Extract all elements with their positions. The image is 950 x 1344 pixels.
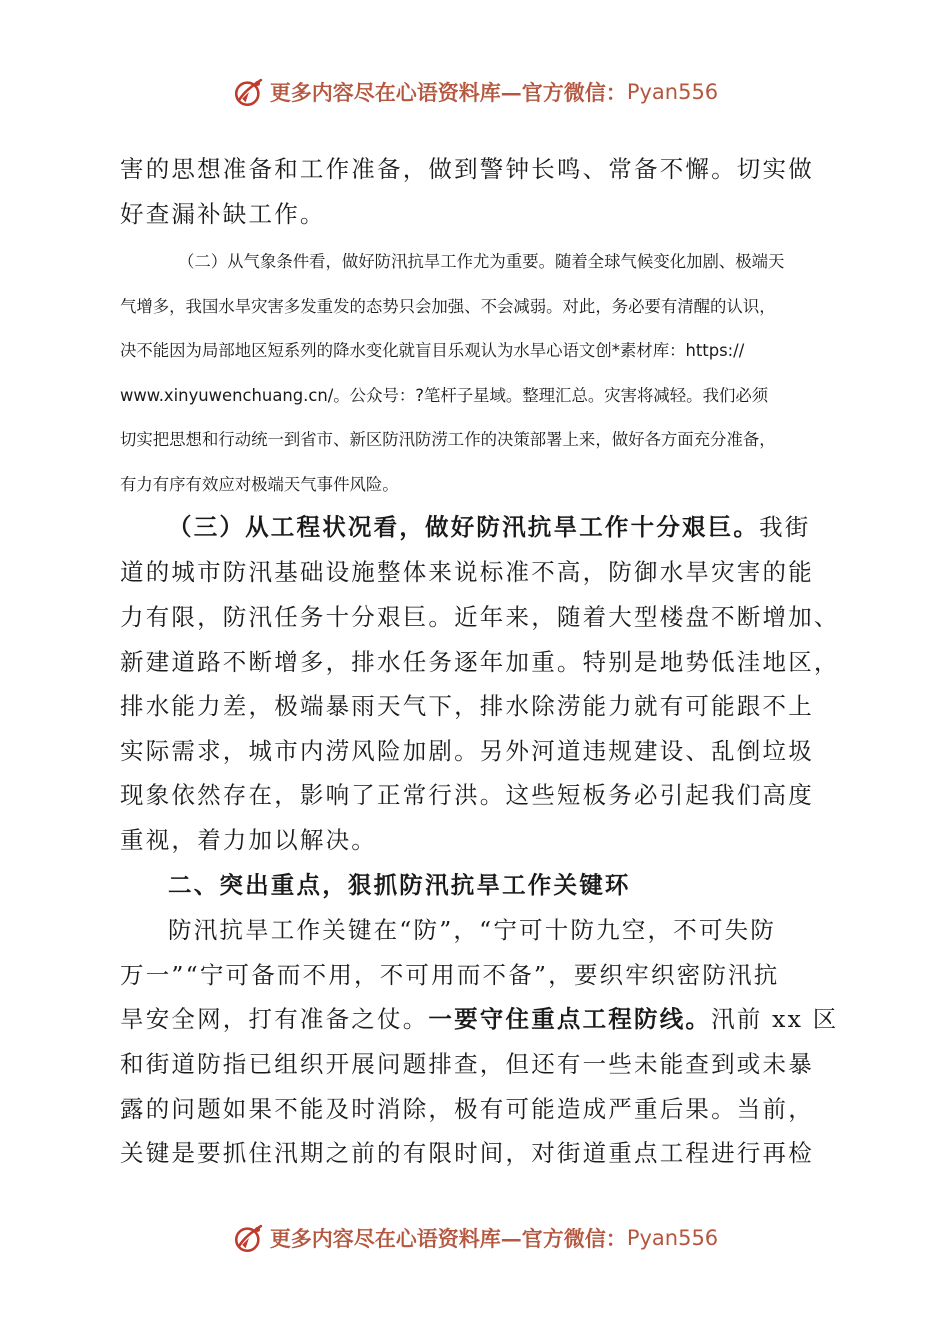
brush-logo-icon <box>232 75 266 109</box>
small-line: 有力有序有效应对极端天气事件风险。 <box>120 474 399 494</box>
small-line: 切实把思想和行动统一到省市、新区防汛防涝工作的决策部署上来，做好各方面充分准备， <box>120 430 776 449</box>
footer-banner <box>0 1218 950 1258</box>
small-line: www.xinyuwenchuang.cn/。公众号：?笔杆子星域。整理汇总。灾害将减轻。我们必须 <box>120 385 769 405</box>
section-3-heading: （三）从工程状况看，做好防汛抗旱工作十分艰巨。 <box>168 513 760 541</box>
section-3-first-tail: 我街 <box>759 513 811 541</box>
text-segment: 汛前 xx 区 <box>711 1005 839 1033</box>
banner-text: 更多内容尽在心语资料库—官方微信： <box>269 1226 627 1251</box>
bold-segment: 一要守住重点工程防线。 <box>428 1005 712 1033</box>
banner-wechat-id: Pyan556 <box>626 1226 719 1250</box>
section-heading: 二、突出重点，狠抓防汛抗旱工作关键环 <box>168 871 631 899</box>
body-line: 害的思想准备和工作准备，做到警钟长鸣、常备不懈。切实做 <box>120 155 814 183</box>
body-line: 现象依然存在，影响了正常行洪。这些短板务必引起我们高度 <box>120 781 814 809</box>
banner-wechat-id: Pyan556 <box>626 80 719 104</box>
body-line: 露的问题如果不能及时消除，极有可能造成严重后果。当前， <box>120 1095 814 1123</box>
small-line: 决不能因为局部地区短系列的降水变化就盲目乐观认为水旱心语文创*素材库：https:// <box>120 341 745 360</box>
body-line: 道的城市防汛基础设施整体来说标准不高，防御水旱灾害的能 <box>120 558 814 586</box>
body-line: 好查漏补缺工作。 <box>120 200 326 228</box>
small-line: （二）从气象条件看，做好防汛抗旱工作尤为重要。随着全球气候变化加剧、极端天 <box>178 252 785 271</box>
body-line: 新建道路不断增多，排水任务逐年加重。特别是地势低洼地区， <box>120 648 840 676</box>
body-line: 力有限，防汛任务十分艰巨。近年来，随着大型楼盘不断增加、 <box>120 603 840 631</box>
body-line: 实际需求，城市内涝风险加剧。另外河道违规建设、乱倒垃圾 <box>120 737 814 765</box>
body-line: 排水能力差，极端暴雨天气下，排水除涝能力就有可能跟不上 <box>120 692 814 720</box>
small-line: 气增多，我国水旱灾害多发重发的态势只会加强、不会减弱。对此，务必要有清醒的认识， <box>120 296 776 316</box>
brush-logo-icon <box>232 1221 266 1255</box>
body-line: 关键是要抓住汛期之前的有限时间，对街道重点工程进行再检 <box>120 1139 814 1167</box>
body-line: 重视，着力加以解决。 <box>120 826 377 854</box>
small-paragraph <box>120 240 832 507</box>
header-banner <box>0 72 950 112</box>
section-3-first-line <box>168 512 811 542</box>
body-line: 防汛抗旱工作关键在“防”，“宁可十防九空，不可失防 <box>168 916 777 944</box>
body-line: 万一”“宁可备而不用，不可用而不备”，要织牢织密防汛抗 <box>120 961 780 989</box>
body-line-mixed <box>120 1004 838 1034</box>
text-segment: 旱安全网，打有准备之仗。 <box>120 1005 429 1033</box>
body-line: 和街道防指已组织开展问题排查，但还有一些未能查到或未暴 <box>120 1050 814 1078</box>
banner-text: 更多内容尽在心语资料库—官方微信： <box>269 80 627 105</box>
